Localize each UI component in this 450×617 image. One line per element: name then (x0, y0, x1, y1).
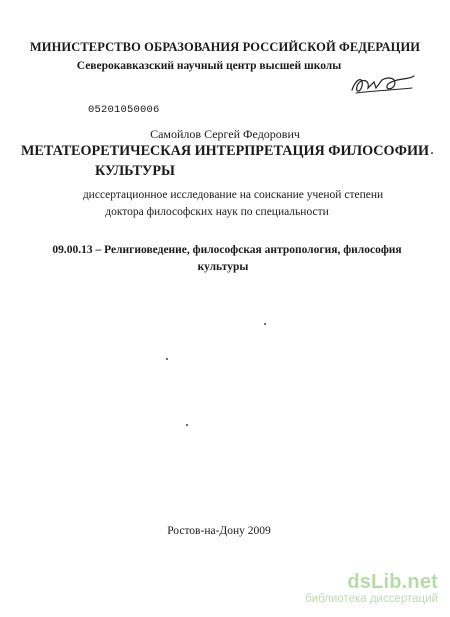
scan-speck (264, 323, 266, 325)
scan-speck (186, 424, 188, 426)
ministry-header: МИНИСТЕРСТВО ОБРАЗОВАНИЯ РОССИЙСКОЙ ФЕДЕРАЦИИ (29, 40, 421, 54)
author-name: Самойлов Сергей Федорович (150, 127, 300, 141)
scan-speck (431, 152, 433, 154)
specialty-line1: 09.00.13 – Религиоведение, философская антропология, философия (52, 244, 402, 256)
dissertation-title-line1: МЕТАТЕОРЕТИЧЕСКАЯ ИНТЕРПРЕТАЦИЯ ФИЛОСОФИИ (20, 143, 430, 159)
document-number: 05201050006 (88, 104, 160, 116)
dslib-watermark (305, 572, 438, 606)
specialty-line2: культуры (197, 261, 249, 273)
scan-speck (166, 358, 168, 360)
center-name: Северокавказский научный центр высшей школы (76, 60, 342, 72)
watermark-logo: dsLib.net (347, 571, 438, 593)
degree-description-line1: диссертационное исследование на соискание ученой степени (82, 189, 384, 201)
watermark-subtitle: библиотека диссертаций (305, 593, 438, 605)
signature-icon (348, 70, 418, 100)
degree-description-line2: доктора философских наук по специальности (105, 206, 329, 218)
dissertation-title-line2: КУЛЬТУРЫ (95, 163, 175, 179)
city-year: Ростов-на-Дону 2009 (167, 525, 271, 537)
